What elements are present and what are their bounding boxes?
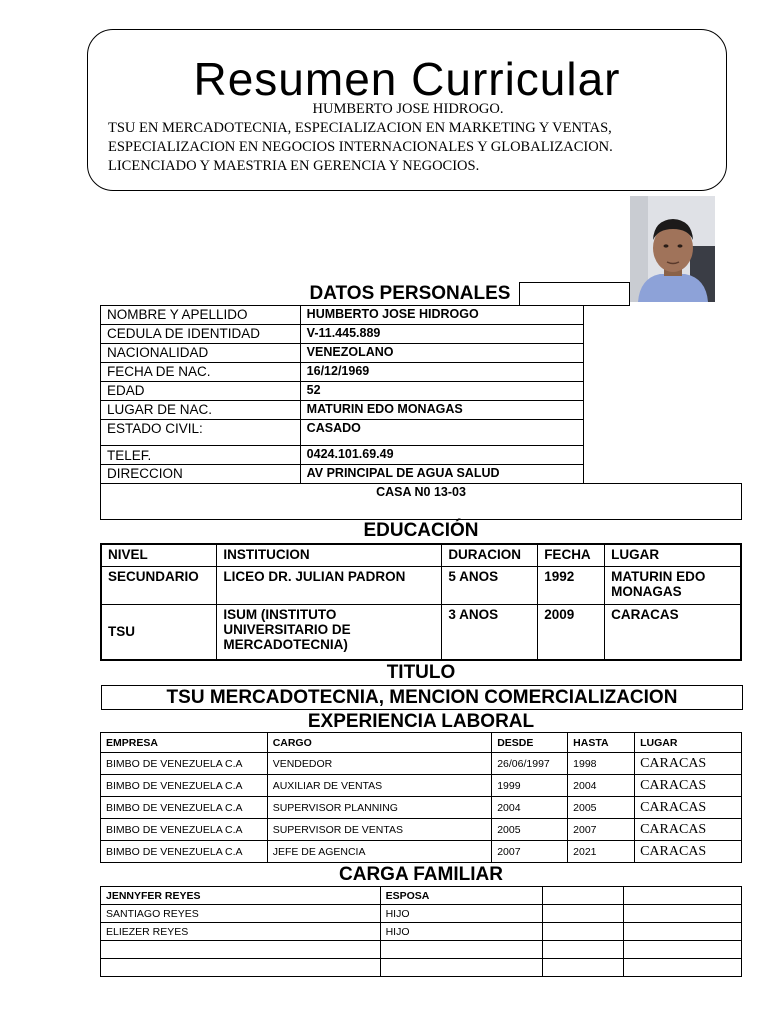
summary-line: HUMBERTO JOSE HIDROGO. (312, 101, 504, 117)
field-value: AV PRINCIPAL DE AGUA SALUD (300, 465, 583, 484)
table-cell (101, 941, 381, 959)
table-row (101, 775, 742, 797)
field-label: ESTADO CIVIL: (101, 420, 301, 446)
table-row (101, 401, 584, 420)
table-cell: TSU (101, 604, 217, 660)
table-cell: 2009 (538, 604, 605, 660)
table-cell: 2007 (568, 819, 635, 841)
summary-line: TSU EN MERCADOTECNIA, ESPECIALIZACION EN MARKETING Y VENTAS, (108, 120, 612, 136)
table-cell: 1998 (568, 753, 635, 775)
field-label: NACIONALIDAD (101, 344, 301, 363)
table-cell: CARACAS (635, 797, 742, 819)
table-row (101, 841, 742, 863)
table-row (101, 959, 742, 977)
table-cell: LICEO DR. JULIAN PADRON (217, 566, 442, 604)
table-row (101, 887, 742, 905)
field-value: 16/12/1969 (300, 363, 583, 382)
table-row (101, 566, 741, 604)
table-cell: BIMBO DE VENEZUELA C.A (101, 819, 268, 841)
field-label: EDAD (101, 382, 301, 401)
table-cell: BIMBO DE VENEZUELA C.A (101, 841, 268, 863)
field-value: V-11.445.889 (300, 325, 583, 344)
table-row (101, 465, 584, 484)
column-header: NIVEL (101, 544, 217, 566)
column-header: HASTA (568, 733, 635, 753)
address-continuation: CASA N0 13-03 (100, 483, 742, 520)
table-row (101, 382, 584, 401)
summary-line: LICENCIADO Y MAESTRIA EN GERENCIA Y NEGOCIOS. (108, 158, 480, 174)
column-header: DESDE (492, 733, 568, 753)
table-cell: SECUNDARIO (101, 566, 217, 604)
person-photo-icon (630, 196, 715, 302)
personal-data-title: DATOS PERSONALES (309, 283, 511, 304)
degree-title: TITULO (386, 662, 456, 683)
personal-data-table (100, 305, 584, 484)
field-label: TELEF. (101, 446, 301, 465)
family-title: CARGA FAMILIAR (339, 864, 503, 885)
field-value: 52 (300, 382, 583, 401)
table-cell: CARACAS (605, 604, 741, 660)
table-row (101, 797, 742, 819)
table-cell: JEFE DE AGENCIA (267, 841, 492, 863)
column-header: LUGAR (605, 544, 741, 566)
table-header-row (101, 733, 742, 753)
table-cell (380, 941, 543, 959)
table-cell: 26/06/1997 (492, 753, 568, 775)
table-cell: 1992 (538, 566, 605, 604)
family-table (100, 886, 742, 977)
summary-line: ESPECIALIZACION EN NEGOCIOS INTERNACIONALES Y GLOBALIZACION. (108, 139, 613, 155)
table-row (101, 420, 584, 446)
table-cell: VENDEDOR (267, 753, 492, 775)
table-cell (380, 959, 543, 977)
column-header: LUGAR (635, 733, 742, 753)
column-header: DURACION (442, 544, 538, 566)
table-cell: CARACAS (635, 753, 742, 775)
table-cell: HIJO (380, 923, 543, 941)
field-value: VENEZOLANO (300, 344, 583, 363)
table-cell: SUPERVISOR PLANNING (267, 797, 492, 819)
table-cell: CARACAS (635, 775, 742, 797)
table-row (101, 363, 584, 382)
table-cell: 2004 (492, 797, 568, 819)
degree-value: TSU MERCADOTECNIA, MENCION COMERCIALIZACION (101, 685, 743, 710)
table-cell (624, 923, 742, 941)
table-cell (543, 887, 624, 905)
table-cell (101, 959, 381, 977)
table-cell: SANTIAGO REYES (101, 905, 381, 923)
experience-table (100, 732, 742, 863)
field-label: DIRECCION (101, 465, 301, 484)
education-title: EDUCACIÓN (363, 520, 479, 541)
table-cell: 3 ANOS (442, 604, 538, 660)
table-cell: ISUM (INSTITUTO UNIVERSITARIO DE MERCADOTECNIA) (217, 604, 442, 660)
table-cell: CARACAS (635, 819, 742, 841)
table-row (101, 604, 741, 660)
column-header: EMPRESA (101, 733, 268, 753)
header-box (87, 29, 727, 191)
column-header: FECHA (538, 544, 605, 566)
table-cell: 2007 (492, 841, 568, 863)
document-title: Resumen Curricular (193, 53, 621, 105)
title-box (519, 282, 630, 306)
table-cell (624, 905, 742, 923)
table-row (101, 344, 584, 363)
table-row (101, 819, 742, 841)
table-cell (624, 959, 742, 977)
table-header-row (101, 544, 741, 566)
table-row (101, 941, 742, 959)
table-cell: 2004 (568, 775, 635, 797)
field-value: MATURIN EDO MONAGAS (300, 401, 583, 420)
table-cell (543, 905, 624, 923)
table-cell: 1999 (492, 775, 568, 797)
field-label: NOMBRE Y APELLIDO (101, 306, 301, 325)
table-cell: CARACAS (635, 841, 742, 863)
education-table (100, 543, 742, 661)
profile-photo (630, 196, 715, 302)
experience-title: EXPERIENCIA LABORAL (307, 711, 535, 732)
table-cell: 5 ANOS (442, 566, 538, 604)
table-row (101, 446, 584, 465)
table-cell: 2005 (492, 819, 568, 841)
field-label: LUGAR DE NAC. (101, 401, 301, 420)
table-cell: ELIEZER REYES (101, 923, 381, 941)
header-summary (108, 100, 708, 176)
field-value: CASADO (300, 420, 583, 446)
table-row (101, 306, 584, 325)
table-cell (543, 959, 624, 977)
table-cell: 2005 (568, 797, 635, 819)
field-value: HUMBERTO JOSE HIDROGO (300, 306, 583, 325)
table-cell (543, 923, 624, 941)
table-cell: SUPERVISOR DE VENTAS (267, 819, 492, 841)
table-cell: BIMBO DE VENEZUELA C.A (101, 797, 268, 819)
column-header: CARGO (267, 733, 492, 753)
table-row (101, 753, 742, 775)
table-cell: MATURIN EDO MONAGAS (605, 566, 741, 604)
table-row (101, 325, 584, 344)
table-cell: BIMBO DE VENEZUELA C.A (101, 775, 268, 797)
table-cell (624, 941, 742, 959)
table-cell: HIJO (380, 905, 543, 923)
field-value: 0424.101.69.49 (300, 446, 583, 465)
field-label: FECHA DE NAC. (101, 363, 301, 382)
table-cell: 2021 (568, 841, 635, 863)
table-cell: AUXILIAR DE VENTAS (267, 775, 492, 797)
column-header: INSTITUCION (217, 544, 442, 566)
table-cell (624, 887, 742, 905)
field-label: CEDULA DE IDENTIDAD (101, 325, 301, 344)
table-cell (543, 941, 624, 959)
table-row (101, 905, 742, 923)
table-cell: BIMBO DE VENEZUELA C.A (101, 753, 268, 775)
table-row (101, 923, 742, 941)
table-cell: ESPOSA (380, 887, 543, 905)
table-cell: JENNYFER REYES (101, 887, 381, 905)
